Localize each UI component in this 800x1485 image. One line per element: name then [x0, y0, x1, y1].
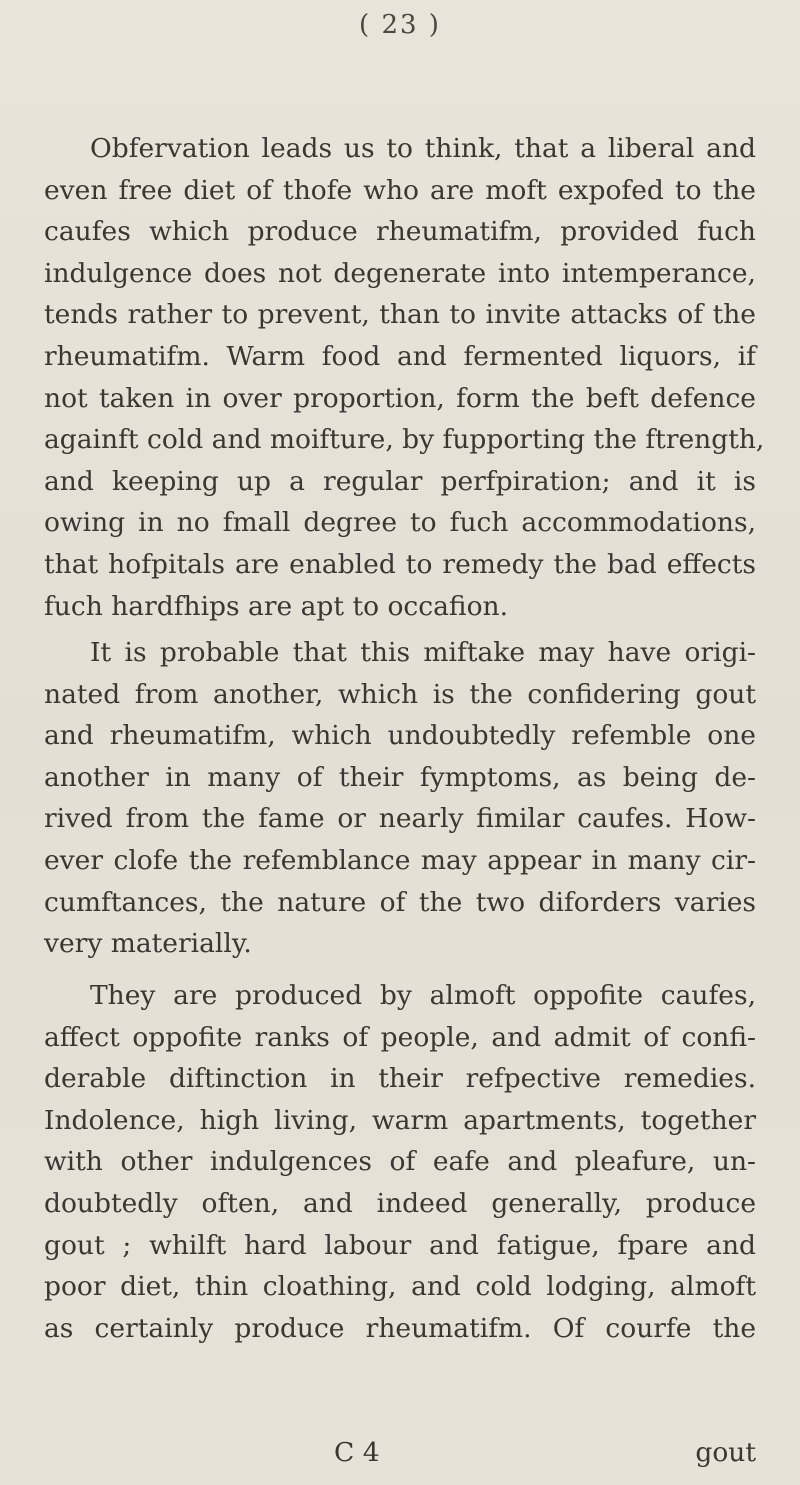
signature-mark: C 4 — [334, 1437, 380, 1468]
text-line: poor diet, thin cloathing, and cold lodging, almoft — [44, 1271, 756, 1303]
text-line: Obfervation leads us to think, that a liberal and — [90, 133, 756, 164]
paragraph-1 — [44, 128, 765, 627]
text-line: It is probable that this miftake may have origi- — [90, 637, 756, 668]
text-line: doubtedly often, and indeed generally, produce — [44, 1187, 756, 1219]
text-line: and keeping up a regular perfpiration; and it is — [44, 465, 756, 497]
text-line: owing in no fmall degree to fuch accommodations, — [44, 507, 756, 539]
text-line: They are produced by almoft oppofite caufes, — [90, 980, 756, 1011]
text-line: Indolence, high living, warm apartments, together — [44, 1104, 756, 1136]
text-line: not taken in over proportion, form the beft defence — [44, 382, 756, 414]
text-line: cumftances, the nature of the two diforders varies — [44, 886, 756, 918]
text-line: indulgence does not degenerate into intemperance, — [44, 257, 756, 289]
text-line: ever clofe the refemblance may appear in many cir- — [44, 844, 756, 876]
text-line: tends rather to prevent, than to invite attacks of the — [44, 299, 756, 331]
text-line: rheumatifm. Warm food and fermented liquors, if — [44, 340, 756, 372]
text-line: even free diet of thofe who are moft expofed to the — [44, 174, 756, 206]
text-line: gout ; whilft hard labour and fatigue, fpare and — [44, 1229, 756, 1261]
text-line: againft cold and moifture, by fupporting the ftrength, — [44, 424, 765, 456]
paragraph-3 — [44, 975, 756, 1349]
catchword: gout — [695, 1437, 756, 1468]
text-line: nated from another, which is the confidering gout — [44, 678, 756, 710]
text-line: affect oppofite ranks of people, and admit of confi- — [44, 1021, 756, 1053]
text-line: rived from the fame or nearly fimilar caufes. How- — [44, 803, 756, 835]
text-line: with other indulgences of eafe and pleafure, un- — [44, 1146, 756, 1178]
page-footer — [44, 1437, 756, 1479]
text-line: and rheumatifm, which undoubtedly refemble one — [44, 720, 756, 752]
text-line: that hofpitals are enabled to remedy the bad effects — [44, 548, 756, 580]
text-line: fuch hardfhips are apt to occafion. — [44, 590, 509, 622]
text-line: another in many of their fymptoms, as being de- — [44, 761, 756, 793]
page-number: ( 23 ) — [359, 10, 441, 40]
text-line: as certainly produce rheumatifm. Of courfe the — [44, 1312, 756, 1344]
text-line: caufes which produce rheumatifm, provided fuch — [44, 216, 756, 248]
text-line: derable diftinction in their refpective remedies. — [44, 1063, 756, 1095]
text-line: very materially. — [44, 928, 252, 960]
paragraph-2 — [44, 632, 756, 965]
